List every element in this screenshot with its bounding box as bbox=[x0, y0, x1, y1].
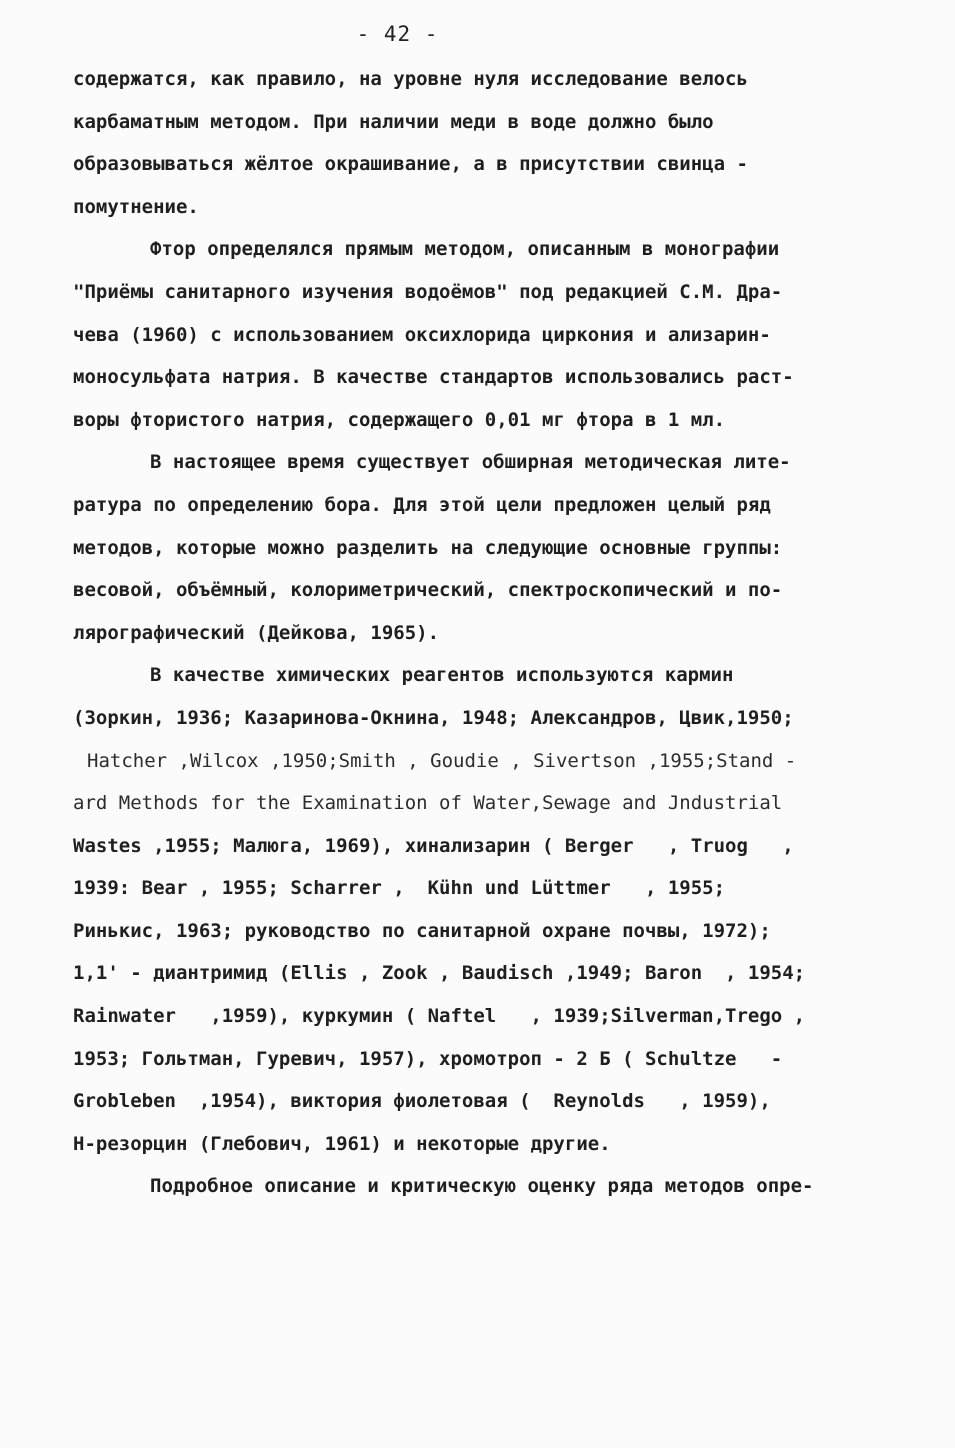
text-line: Ринькис, 1963; руководство по санитарной охране почвы, 1972); bbox=[73, 919, 771, 942]
text-line: методов, которые можно разделить на следующие основные группы: bbox=[73, 536, 783, 559]
text-line: Hatcher ,Wilcox ,1950;Smith , Goudie , Sivertson ,1955;Stand - bbox=[87, 749, 797, 772]
paragraph-first-line: Фтор определялся прямым методом, описанным в монографии bbox=[150, 238, 780, 261]
text-line: карбаматным методом. При наличии меди в воде должно было bbox=[73, 110, 714, 133]
text-line: 1953; Гольтман, Гуревич, 1957), хромотроп - 2 Б ( Schultze - bbox=[73, 1047, 783, 1070]
paragraph-first-line: В настоящее время существует обширная методическая лите- bbox=[150, 451, 791, 474]
text-line: лярографический (Дейкова, 1965). bbox=[73, 621, 440, 644]
text-line: ратура по определению бора. Для этой цели предложен целый ряд bbox=[73, 493, 771, 516]
text-line: Н-резорцин (Глебович, 1961) и некоторые другие. bbox=[73, 1132, 611, 1155]
paragraph-first-line: Подробное описание и критическую оценку ряда методов опре- bbox=[150, 1175, 814, 1198]
text-line: чева (1960) с использованием оксихлорида циркония и ализарин- bbox=[73, 323, 771, 346]
text-line: 1939: Bear , 1955; Scharrer , Kühn und Lüttmer , 1955; bbox=[73, 877, 726, 900]
text-line: образовываться жёлтое окрашивание, а в присутствии свинца - bbox=[73, 153, 748, 176]
text-line: "Приёмы санитарного изучения водоёмов" под редакцией С.М. Дра- bbox=[73, 280, 783, 303]
text-line: (Зоркин, 1936; Казаринова-Окнина, 1948; Александров, Цвик,1950; bbox=[73, 706, 794, 729]
paragraph-first-line: В качестве химических реагентов используются кармин bbox=[150, 664, 734, 687]
text-line: моносульфата натрия. В качестве стандартов использовались раст- bbox=[73, 366, 794, 389]
text-line: содержатся, как правило, на уровне нуля исследование велось bbox=[73, 68, 748, 90]
text-line: Rainwater ,1959), куркумин ( Naftel , 1939;Silverman,Trego , bbox=[73, 1005, 806, 1028]
text-line: Grobleben ,1954), виктория фиолетовая ( Reynolds , 1959), bbox=[73, 1090, 771, 1113]
page-number: - 42 - bbox=[356, 22, 439, 46]
text-line: помутнение. bbox=[73, 195, 199, 218]
text-line: ard Methods for the Examination of Water,Sewage and Jndustrial bbox=[73, 792, 783, 815]
text-line: весовой, объёмный, колориметрический, спектроскопический и по- bbox=[73, 579, 783, 602]
body-text bbox=[73, 58, 933, 1208]
text-line: воры фтористого натрия, содержащего 0,01 мг фтора в 1 мл. bbox=[73, 408, 726, 431]
text-line: Wastes ,1955; Малюга, 1969), хинализарин ( Berger , Truog , bbox=[73, 834, 794, 857]
text-line: 1,1' - диантримид (Ellis , Zook , Baudisch ,1949; Baron , 1954; bbox=[73, 962, 806, 985]
